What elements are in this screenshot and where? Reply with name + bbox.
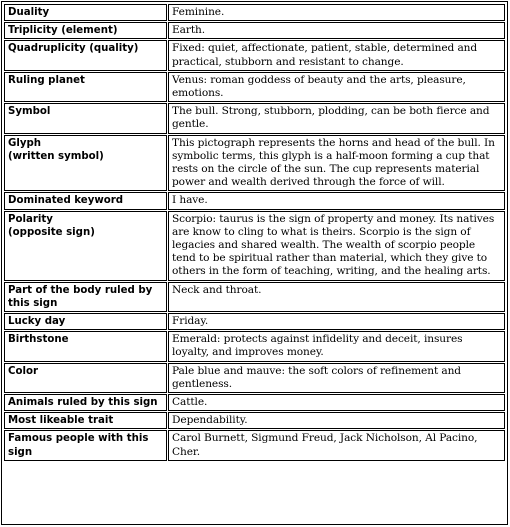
row-label-likeable-trait: Most likeable trait (4, 412, 167, 429)
table-row-symbol (4, 103, 505, 133)
row-value-body-part: Neck and throat. (168, 282, 505, 312)
row-value-triplicity: Earth. (168, 22, 505, 39)
row-label-famous-people: Famous people with this sign (4, 430, 167, 460)
row-value-color: Pale blue and mauve: the soft colors of refinement and gentleness. (168, 363, 505, 393)
row-label-dominated-keyword: Dominated keyword (4, 192, 167, 209)
row-label-glyph: Glyph (written symbol) (4, 135, 167, 192)
table-row-glyph (4, 135, 505, 192)
row-value-famous-people: Carol Burnett, Sigmund Freud, Jack Nicholson, Al Pacino, Cher. (168, 430, 505, 460)
row-label-lucky-day: Lucky day (4, 313, 167, 330)
row-label-quadruplicity: Quadruplicity (quality) (4, 40, 167, 70)
table-row-dominated-keyword (4, 192, 505, 209)
row-label-body-part: Part of the body ruled by this sign (4, 282, 167, 312)
table-row-body-part (4, 282, 505, 312)
table-row-triplicity (4, 22, 505, 39)
table-row-quadruplicity (4, 40, 505, 70)
row-value-animals: Cattle. (168, 394, 505, 411)
sign-info-table (3, 3, 506, 462)
row-label-duality: Duality (4, 4, 167, 21)
row-value-birthstone: Emerald: protects against infidelity and deceit, insures loyalty, and improves money. (168, 331, 505, 361)
table-row-duality (4, 4, 505, 21)
table-row-ruling-planet (4, 72, 505, 102)
table-row-likeable-trait (4, 412, 505, 429)
row-label-polarity: Polarity (opposite sign) (4, 211, 167, 281)
table-row-lucky-day (4, 313, 505, 330)
table-row-color (4, 363, 505, 393)
row-value-symbol: The bull. Strong, stubborn, plodding, can be both fierce and gentle. (168, 103, 505, 133)
row-label-animals: Animals ruled by this sign (4, 394, 167, 411)
table-row-famous-people (4, 430, 505, 460)
row-value-polarity: Scorpio: taurus is the sign of property and money. Its natives are know to cling to what is theirs. Scorpio is the sign of legacies and shared wealth. The wealth of scorpio people tend to be spiritual rather than material, which they give to others in the form of teaching, writing, and the healing arts. (168, 211, 505, 281)
row-label-ruling-planet: Ruling planet (4, 72, 167, 102)
row-label-triplicity: Triplicity (element) (4, 22, 167, 39)
row-value-dominated-keyword: I have. (168, 192, 505, 209)
row-label-symbol: Symbol (4, 103, 167, 133)
table-row-animals (4, 394, 505, 411)
row-label-birthstone: Birthstone (4, 331, 167, 361)
row-label-color: Color (4, 363, 167, 393)
table-row-polarity (4, 211, 505, 281)
row-value-likeable-trait: Dependability. (168, 412, 505, 429)
row-value-glyph: This pictograph represents the horns and head of the bull. In symbolic terms, this glyph is a half-moon forming a cup that rests on the circle of the sun. The cup represents material power and wealth derived through the force of will. (168, 135, 505, 192)
row-value-duality: Feminine. (168, 4, 505, 21)
row-value-ruling-planet: Venus: roman goddess of beauty and the arts, pleasure, emotions. (168, 72, 505, 102)
sign-info-sheet (1, 1, 508, 525)
row-value-quadruplicity: Fixed: quiet, affectionate, patient, stable, determined and practical, stubborn and resistant to change. (168, 40, 505, 70)
row-value-lucky-day: Friday. (168, 313, 505, 330)
table-row-birthstone (4, 331, 505, 361)
